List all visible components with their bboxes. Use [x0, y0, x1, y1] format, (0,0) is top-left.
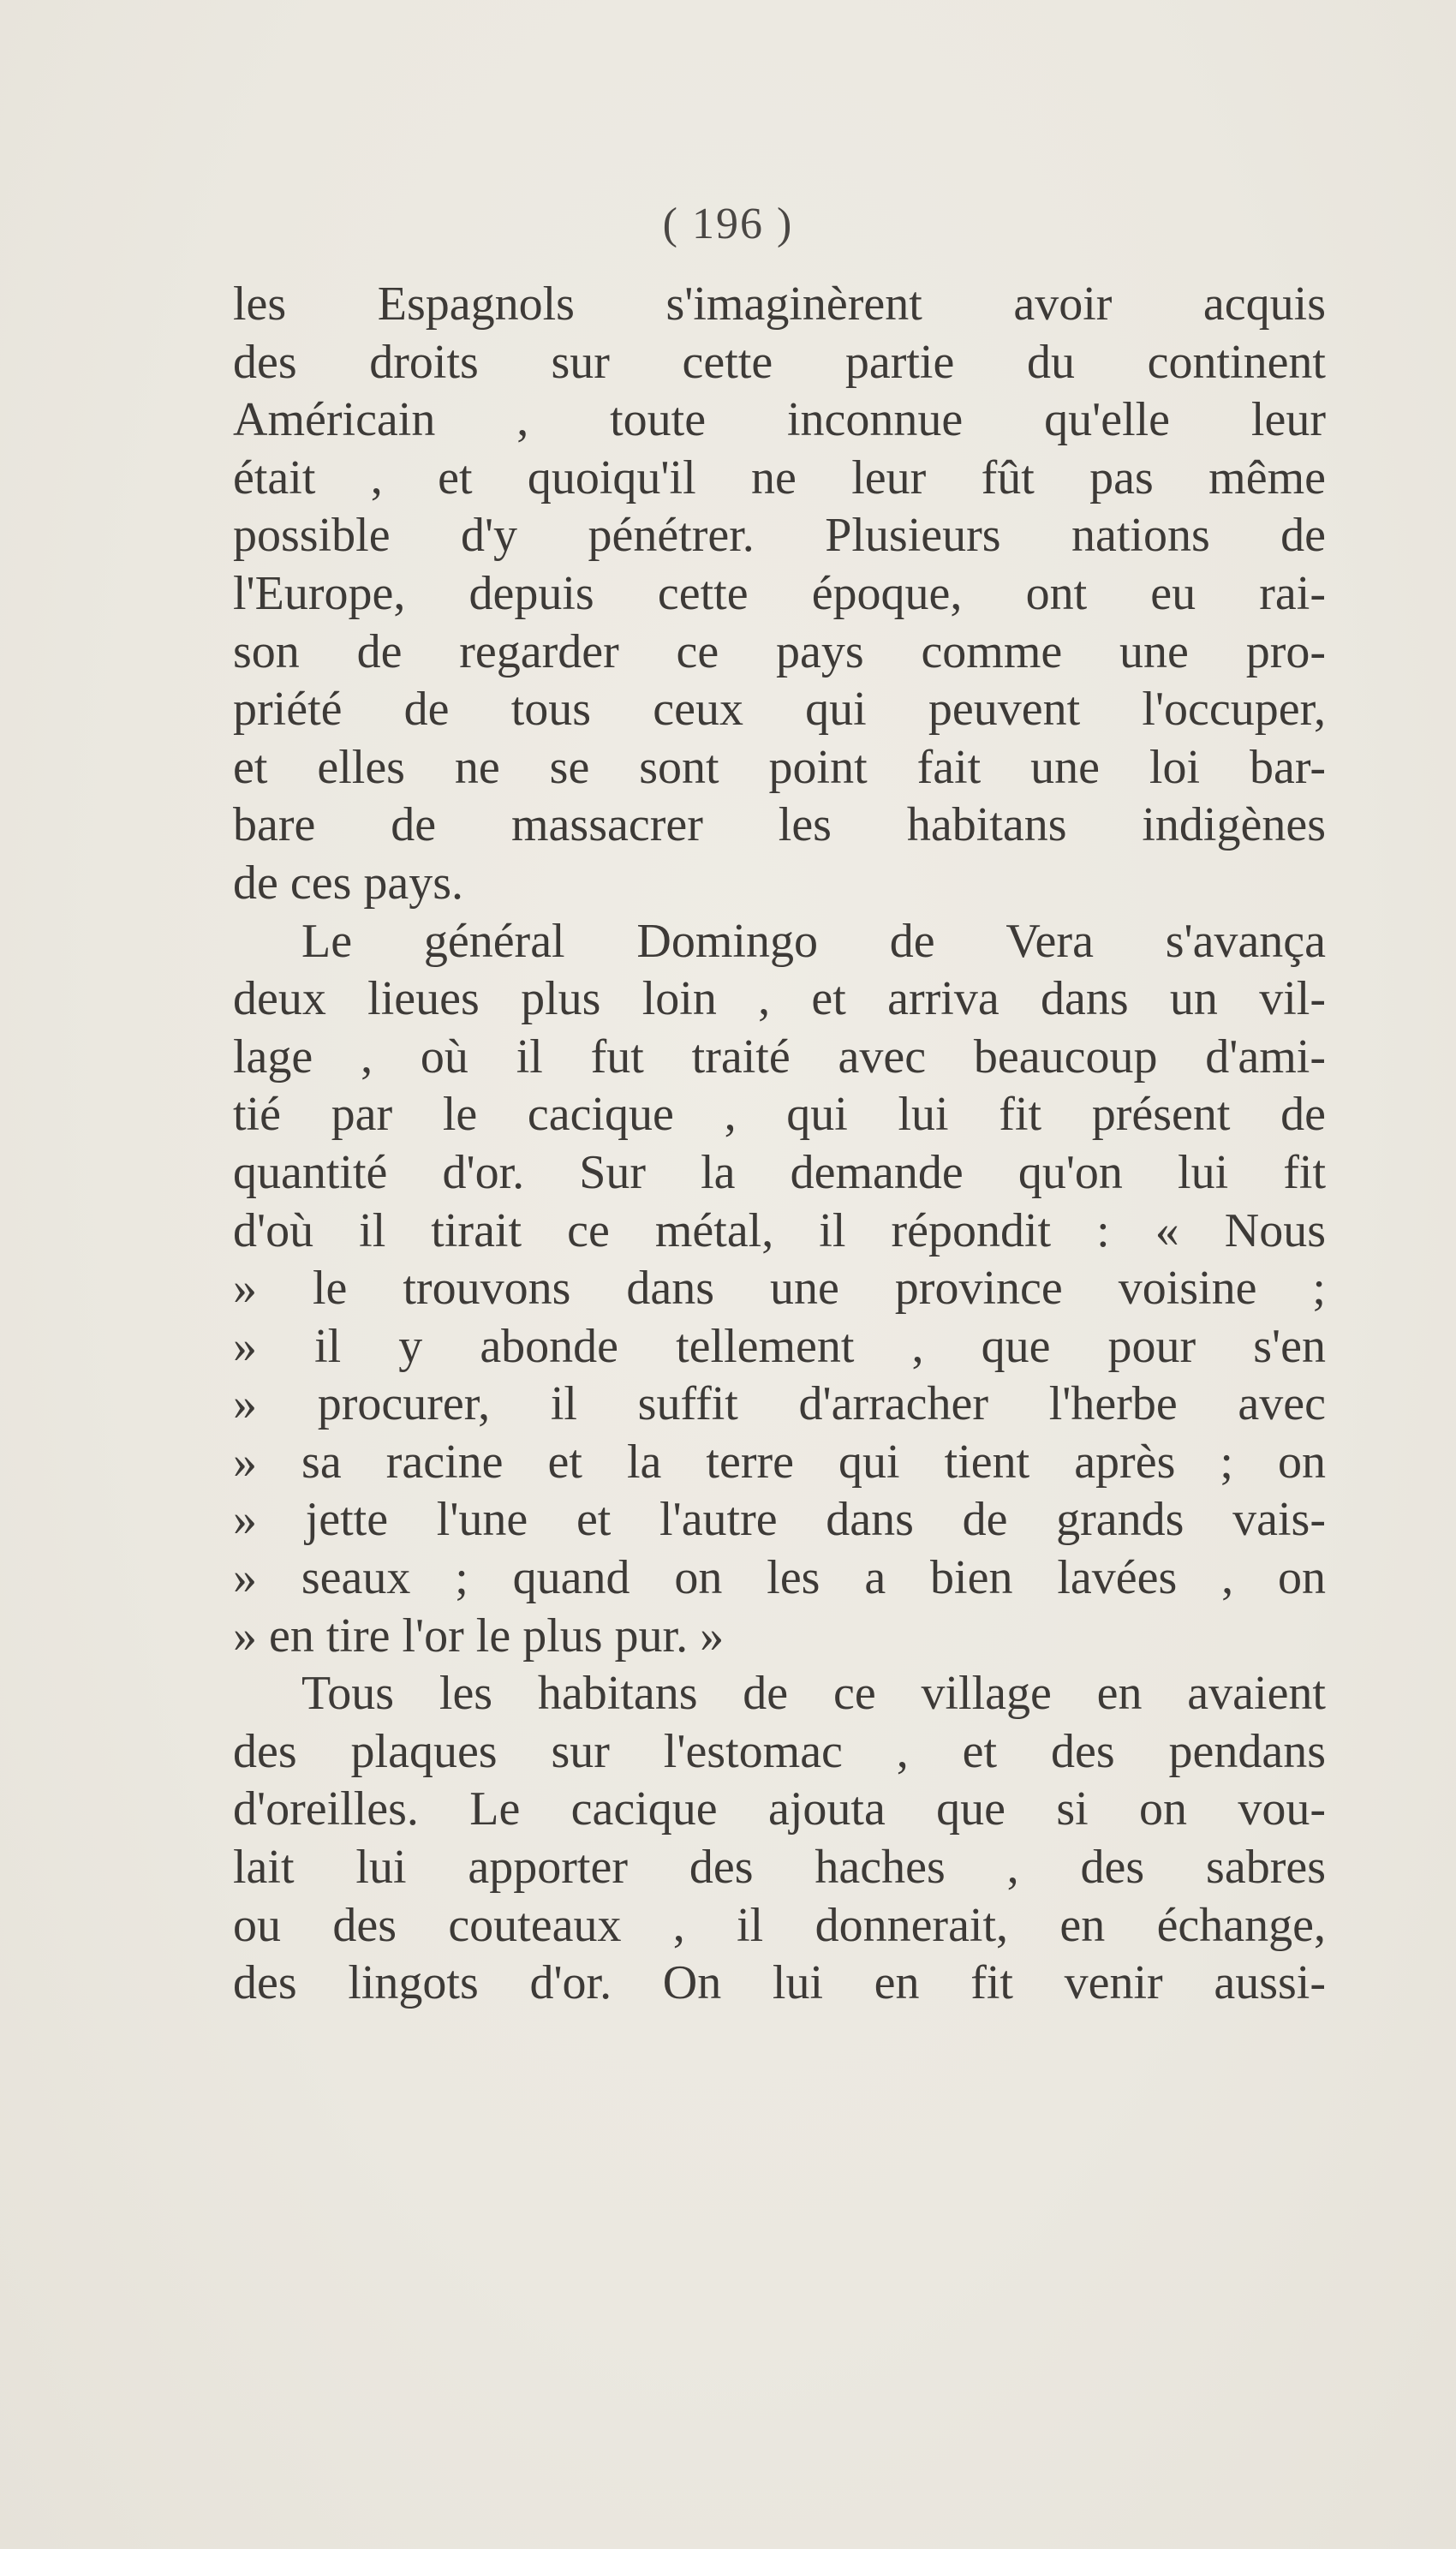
text-line: et elles ne se sont point fait une loi bar- [233, 740, 1326, 794]
text-line: Américain , toute inconnue qu'elle leur [233, 393, 1326, 447]
text-line: d'oreilles. Le cacique ajouta que si on vou- [233, 1782, 1326, 1836]
text-line: d'où il tirait ce métal, il répondit : « Nous [233, 1203, 1326, 1257]
text-line: des droits sur cette partie du continent [233, 335, 1326, 389]
text-line: était , et quoiqu'il ne leur fût pas même [233, 451, 1326, 504]
text-line: priété de tous ceux qui peuvent l'occuper, [233, 683, 1326, 737]
text-line: des lingots d'or. On lui en fit venir aussi- [233, 1956, 1326, 2010]
text-line: bare de massacrer les habitans indigènes [233, 798, 1326, 852]
text-line: » sa racine et la terre qui tient après ; on [233, 1435, 1326, 1489]
text-line: Tous les habitans de ce village en avaient [301, 1667, 1326, 1721]
text-line: » jette l'une et l'autre dans de grands vais- [233, 1493, 1326, 1547]
text-line: Le général Domingo de Vera s'avança [301, 914, 1326, 968]
text-line: l'Europe, depuis cette époque, ont eu rai- [233, 566, 1326, 620]
text-line: de ces pays. [233, 856, 464, 910]
text-line: possible d'y pénétrer. Plusieurs nations de [233, 509, 1326, 563]
text-line: » procurer, il suffit d'arracher l'herbe avec [233, 1377, 1326, 1431]
text-line: tié par le cacique , qui lui fit présent de [233, 1088, 1326, 1142]
text-line: » seaux ; quand on les a bien lavées , on [233, 1551, 1326, 1605]
text-line: quantité d'or. Sur la demande qu'on lui fit [233, 1145, 1326, 1199]
body-text [233, 276, 1326, 2013]
text-line: son de regarder ce pays comme une pro- [233, 624, 1326, 678]
text-line: » le trouvons dans une province voisine ; [233, 1262, 1326, 1316]
text-line: deux lieues plus loin , et arriva dans un vil- [233, 972, 1326, 1026]
text-line: ou des couteaux , il donnerait, en échange, [233, 1898, 1326, 1952]
text-line: lage , où il fut traité avec beaucoup d'ami- [233, 1030, 1326, 1083]
text-line: » il y abonde tellement , que pour s'en [233, 1319, 1326, 1373]
text-line: lait lui apporter des haches , des sabres [233, 1841, 1326, 1895]
page-number: ( 196 ) [662, 200, 794, 248]
text-line: des plaques sur l'estomac , et des pendans [233, 1724, 1326, 1778]
text-line: » en tire l'or le plus pur. » [233, 1609, 725, 1663]
text-line: les Espagnols s'imaginèrent avoir acquis [233, 278, 1326, 331]
